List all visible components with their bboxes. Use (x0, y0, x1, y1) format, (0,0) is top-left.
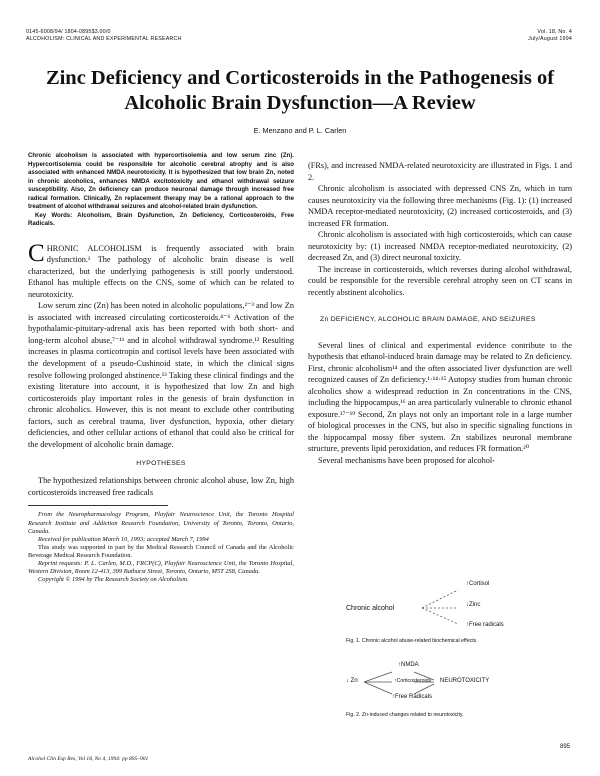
fig1-zinc: ↓Zinc (466, 602, 481, 608)
left-column (28, 152, 294, 584)
footnote-reprints: Reprint requests: P. L. Carlen, M.D., FRCP(C), Playfair Neuroscience Unit, the Toronto Hospital, Western Division, Room 12-413, 399 Bathurst Street, Toronto, Ontario, M5T 2S8, Canada. (28, 560, 294, 576)
fig1-source-label: Chronic alcohol (346, 605, 395, 612)
section-heading-hypotheses: HYPOTHESES (136, 460, 186, 468)
down-arrow-icon: ↓ (346, 678, 349, 684)
up-arrow-icon: ↑ (398, 662, 401, 668)
fig1-branch-cortisol (422, 590, 458, 608)
footnote-rule (28, 505, 168, 506)
fig2-caption: Fig. 2. Zn-induced changes related to neurotoxicity. (346, 712, 464, 718)
running-header-left (26, 29, 182, 43)
footnote-funding: This study was supported in part by the Medical Research Council of Canada and the Alcoholic Beverage Medical Research Foundation. (28, 543, 294, 559)
section-heading-zn-deficiency: Zn DEFICIENCY, ALCOHOLIC BRAIN DAMAGE, AND SEIZURES (320, 315, 536, 323)
footnote-received: Received for publication March 10, 1993; accepted March 7, 1994 (38, 535, 209, 543)
fig2-corticosteroids: ↑Corticosteroids (394, 678, 432, 684)
paper-title: Zinc Deficiency and Corticosteroids in the Pathogenesis of Alcoholic Brain Dysfunction—A Review (45, 67, 555, 114)
down-arrow-icon: ↓ (466, 602, 469, 608)
issn: 0145-6008/94/ 1804-0895$3.00/0 (26, 29, 111, 35)
fig1-caption: Fig. 1. Chronic alcohol abuse-related biochemical effects. (346, 638, 478, 644)
journal-citation-footer: Alcohol Clin Exp Res, Vol 18, No 4, 1994: pp 895–901 (28, 756, 149, 762)
issue-date: July/August 1994 (528, 36, 572, 42)
body-paragraph: The increase in corticosteroids, which reverses during alcohol withdrawal, could be responsible for the reversible cerebral atrophy seen on CT scans in recently abstinent alcoholics. (308, 264, 572, 298)
body-paragraph: Several mechanisms have been proposed for alcohol- (318, 456, 495, 466)
body-paragraph: Several lines of clinical and experimental evidence contribute to the hypothesis that ethanol-induced brain damage may be related to Zn deficiency. First, chronic alcoholism¹⁴ and the often associated liver dysfunction are well recognized causes of Zn deficiency.¹·¹⁴·¹⁵ Autopsy studies from human chronic alcoholics show a widespread reduction in Zn concentrations in the CNS, including the hippocampus,¹⁶ an area particularly vulnerable to chronic ethanol exposure.¹⁷⁻¹⁹ Second, Zn plays not only an important role in a large number of biological processes in the CNS, but also in specific signaling functions in the hippocampal mossy fiber system. Zn stabilizes neuronal membrane structure, prevents lipid peroxidation, and reduces FR formation.²⁰ (308, 340, 572, 454)
fig1-free-radicals: ↑Free radicals (466, 622, 504, 628)
abstract: Chronic alcoholism is associated with hypercortisolemia and low serum zinc (Zn). Hypercortisolemia could be responsible for alcoholic cerebral atrophy and is also associated with enhanced NMDA neurotoxicity. It is hypothesized that low brain Zn, noted in chronic alcoholics, enhances NMDA excitotoxicity and ethanol withdrawal seizure susceptibility. Also, Zn deficiency can produce neuronal damage through increased free radical formation. Clinically, Zn replacement therapy may be a rational approach to the treatment of alcohol withdrawal seizures and alcohol-related brain dysfunction. (28, 152, 294, 210)
fig1-arrows (414, 584, 464, 628)
journal-name: ALCOHOLISM: CLINICAL AND EXPERIMENTAL RESEARCH (26, 36, 182, 42)
fig2-nmda: ↑NMDA (398, 662, 419, 668)
up-arrow-icon: ↑ (466, 622, 469, 628)
fig2-zn: ↓ Zn (346, 678, 358, 684)
fig1-cortisol: ↑Cortisol (466, 581, 490, 587)
body-paragraph: The hypothesized relationships between chronic alcohol abuse, low Zn, high corticosteroids increased free radicals (28, 476, 294, 497)
fig2-zn-to-nmda (364, 672, 392, 682)
keywords: Key Words: Alcoholism, Brain Dysfunction, Zn Deficiency, Corticosteroids, Free Radicals. (28, 211, 294, 227)
body-paragraph: Low serum zinc (Zn) has been noted in alcoholic populations,²⁻³ and low Zn is associated with increased circulating corticosteroids.⁴⁻⁶ Activation of the hypothalamic-pituitary-adrenal axis has been reported with both short- and long-term alcohol abuse,⁷⁻¹¹ and in alcohol withdrawal syndrome.¹² Resulting increases in plasma corticotropin and cortisol levels have been associated with the development of a pseudo-Cushinoid state, in which the clinical signs resolve following prolonged abstinence.¹³ Taking these clinical findings and the existing literature into account, it is hypothesized that low Zn and high corticosteroids play important roles in the genesis of brain dysfunction in chronic alcoholics. However, this is not meant to exclude other contributing factors, such as cerebral trauma, liver dysfunction, hypoxia, other dietary deficiencies, and other cellular actions of ethanol that could also be critical for the development of alcoholic brain damage. (28, 301, 294, 449)
up-arrow-icon: ↑ (394, 678, 397, 684)
fig2-free-radicals: ↑Free Radicals (392, 694, 433, 700)
page-number: 895 (560, 744, 571, 750)
footnotes (28, 511, 294, 584)
body-paragraph: Chronic alcoholism is associated with depressed CNS Zn, which in turn causes neurotoxicity via the following three mechanisms (Fig. 1): (1) increased NMDA receptor-mediated neurotoxicity, (2) increased corticosteroids, and (3) increased FR formation. (308, 184, 572, 228)
footnote-affiliation: From the Neuropharmacology Program, Playfair Neuroscience Unit, the Toronto Hospital Research Institute and Addiction Research Foundation, University of Toronto, Toronto, Ontario, Canada. (28, 511, 294, 535)
fig2-neurotoxicity: NEUROTOXICITY (440, 678, 490, 684)
fig1-branch-fr (422, 608, 458, 624)
fig2-to-neuro-3 (414, 684, 434, 694)
drop-cap: C (28, 239, 45, 267)
up-arrow-icon: ↑ (392, 694, 395, 700)
body-paragraph: (FRs), and increased NMDA-related neurotoxicity are illustrated in Figs. 1 and 2. (308, 161, 572, 182)
fig2-zn-to-fr (364, 682, 392, 694)
authors: E. Menzano and P. L. Carlen (253, 126, 347, 135)
intro-smallcaps: HRONIC ALCOHOLISM (46, 243, 142, 253)
footnote-copyright: Copyright © 1994 by The Research Society on Alcoholism. (38, 576, 189, 584)
running-header-right (528, 29, 572, 43)
right-column (308, 160, 572, 467)
up-arrow-icon: ↑ (466, 581, 469, 587)
body-paragraph: Chronic alcoholism is associated with high corticosteroids, which can cause neurotoxicity by: (1) increased NMDA receptor-mediated neurotoxicity, (2) decreased Zn, and (3) direct neuronal toxicity. (308, 230, 572, 263)
intro-paragraph (28, 239, 294, 301)
volume: Vol. 18, No. 4 (537, 29, 572, 35)
intro-text: is frequently associated with brain dysfunction.¹ The pathology of alcoholic brain disease is well characterized, but the underlying pathogenesis is still poorly understood. Ethanol has multiple effects on the CNS, some of which can be related to neurotoxicity. (28, 243, 294, 299)
